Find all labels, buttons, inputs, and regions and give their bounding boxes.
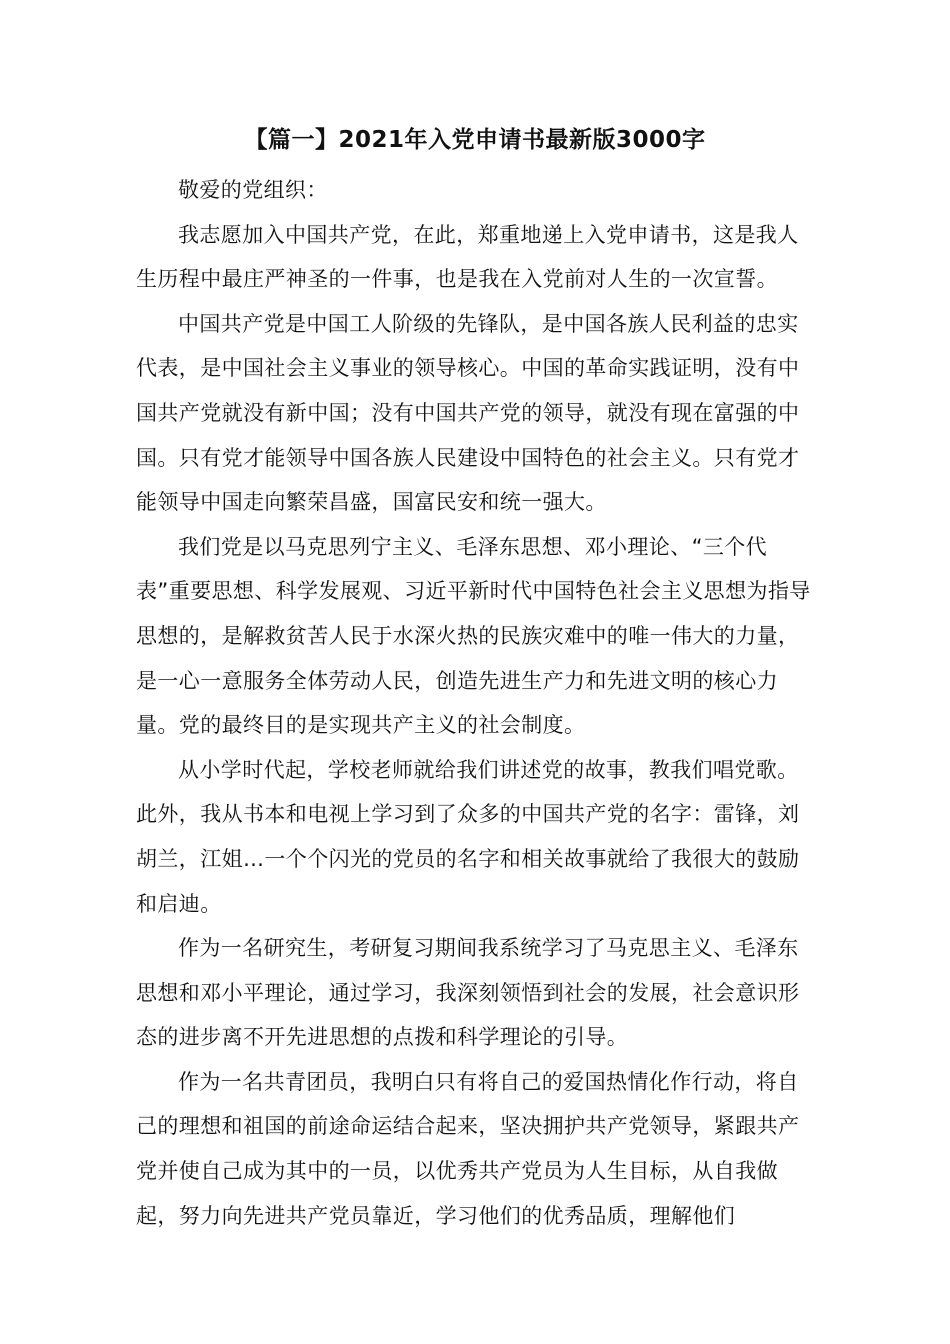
paragraph: 作为一名共青团员，我明白只有将自己的爱国热情化作行动，将自己的理想和祖国的前途命运结合起来，坚决拥护共产党领导，紧跟共产党并使自己成为其中的一员，以优秀共产党员为人生目标，从自我做起，努力向先进共产党员靠近，学习他们的优秀品质，理解他们: [136, 1069, 800, 1228]
salutation: 敬爱的党组织：: [178, 178, 328, 202]
paragraph: 作为一名研究生，考研复习期间我系统学习了马克思主义、毛泽东思想和邓小平理论，通过学习，我深刻领悟到社会的发展，社会意识形态的进步离不开先进思想的点拨和科学理论的引导。: [136, 936, 800, 1050]
paragraph: 中国共产党是中国工人阶级的先锋队，是中国各族人民利益的忠实代表，是中国社会主义事业的领导核心。中国的革命实践证明，没有中国共产党就没有新中国；没有中国共产党的领导，就没有现在富强的中国。只有党才能领导中国各族人民建设中国特色的社会主义。只有党才能领导中国走向繁荣昌盛，国富民安和统一强大。: [136, 311, 800, 515]
paragraph: 我志愿加入中国共产党，在此，郑重地递上入党申请书，这是我人生历程中最庄严神圣的一件事，也是我在入党前对人生的一次宣誓。: [136, 222, 799, 292]
document-title: 【篇一】2021年入党申请书最新版3000字: [244, 127, 706, 153]
paragraph: 从小学时代起，学校老师就给我们讲述党的故事，教我们唱党歌。此外，我从书本和电视上学习到了众多的中国共产党的名字：雷锋，刘胡兰，江姐…一个个闪光的党员的名字和相关故事就给了我很大的鼓励和启迪。: [136, 757, 800, 916]
document-body: [136, 168, 816, 1238]
paragraph: 我们党是以马克思列宁主义、毛泽东思想、邓小理论、“三个代表”重要思想、科学发展观、习近平新时代中国特色社会主义思想为指导思想的，是解救贫苦人民于水深火热的民族灾难中的唯一伟大的力量，是一心一意服务全体劳动人民，创造先进生产力和先进文明的核心力量。党的最终目的是实现共产主义的社会制度。: [136, 534, 811, 738]
